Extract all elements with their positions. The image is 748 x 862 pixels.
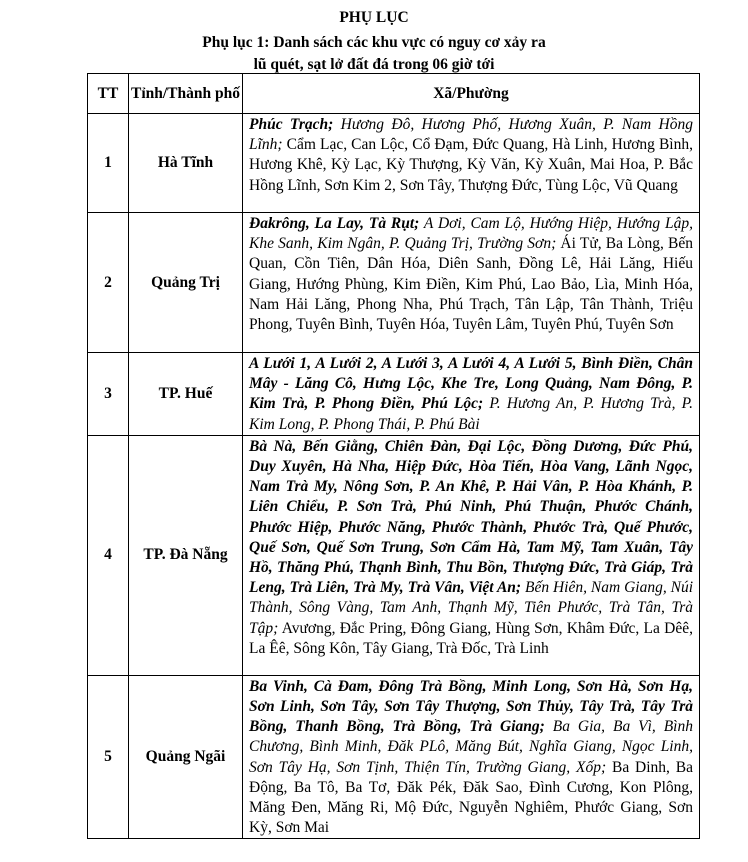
province-name: TP. Đà Nẵng: [129, 435, 243, 675]
header-wards: Xã/Phường: [243, 74, 700, 114]
province-name: Quảng Trị: [129, 213, 243, 353]
row-number: 4: [88, 435, 129, 675]
table-row: [88, 353, 700, 436]
ward-list: [243, 675, 700, 839]
ward-list: [243, 353, 700, 436]
subtitle-line-1: Phụ lục 1: Danh sách các khu vực có nguy cơ xảy ra: [202, 34, 546, 51]
table-row: [88, 114, 700, 213]
province-name: Quảng Ngãi: [129, 675, 243, 839]
high-risk-wards: A Dơi, Cam Lộ, Hướng Hiệp, Hướng Lập, Khe Sanh, Kim Ngân, P. Quảng Trị, Trường Sơn;: [249, 215, 694, 253]
row-number: 3: [88, 353, 129, 436]
risk-wards: Avương, Đắc Pring, Đông Giang, Hùng Sơn, Khâm Đức, La Dêê, La Êê, Sông Kôn, Tây Giang, Trà Đốc, Trà Linh: [249, 619, 693, 657]
very-high-risk-wards: Ba Vinh, Cà Đam, Đông Trà Bồng, Minh Long, Sơn Hà, Sơn Hạ, Sơn Linh, Sơn Tây, Sơn Tây Thượng, Sơn Thủy, Tây Trà, Tây Trà Bồng, Thanh Bồng, Trà Bồng, Trà Giang;: [249, 677, 693, 736]
risk-wards: Cẩm Lạc, Can Lộc, Cổ Đạm, Đức Quang, Hà Linh, Hương Bình, Hương Khê, Kỳ Lạc, Kỳ Thượng, Kỳ Văn, Kỳ Xuân, Mai Hoa, P. Bắc Hồng Lĩnh, Sơn Kim 2, Sơn Tây, Thượng Đức, Tùng Lộc, Vũ Quang: [249, 136, 693, 194]
high-risk-wards: Ba Gia, Ba Vì, Bình Chương, Bình Minh, Đăk PLô, Măng Bút, Nghĩa Giang, Ngọc Linh, Sơn Tây Hạ, Sơn Tịnh, Thiện Tín, Trường Giang, Xốp;: [249, 718, 693, 776]
header-province: Tỉnh/Thành phố: [129, 74, 243, 114]
table-header-row: [88, 74, 700, 114]
very-high-risk-wards: Đakrông, La Lay, Tà Rụt;: [249, 215, 420, 232]
ward-list: [243, 213, 700, 353]
page-heading: PHỤ LỤC: [339, 9, 409, 26]
province-name: Hà Tĩnh: [129, 114, 243, 213]
header-tt: TT: [88, 74, 129, 114]
risk-wards: Ba Dinh, Ba Động, Ba Tô, Ba Tơ, Đăk Pék, Đăk Sao, Đình Cương, Kon Plông, Măng Đen, Măng Ri, Mộ Đức, Nguyễn Nghiêm, Phước Giang, Sơn Kỳ, Sơn Mai: [249, 758, 693, 837]
ward-list: [243, 435, 700, 675]
very-high-risk-wards: A Lưới 1, A Lưới 2, A Lưới 3, A Lưới 4, A Lưới 5, Bình Điền, Chân Mây - Lăng Cô, Hưng Lộc, Khe Tre, Long Quảng, Nam Đông, P. Kim Trà, P. Phong Điền, Phú Lộc;: [249, 355, 693, 413]
ward-list: [243, 114, 700, 213]
row-number: 1: [88, 114, 129, 213]
very-high-risk-wards: Bà Nà, Bến Giằng, Chiên Đàn, Đại Lộc, Đồng Dương, Đức Phú, Duy Xuyên, Hà Nha, Hiệp Đức, Hòa Tiến, Hòa Vang, Lãnh Ngọc, Nam Trà My, Nông Sơn, P. An Khê, P. Hải Vân, P. Hòa Khánh, P. Liên Chiểu, P. Sơn Trà, Phú Ninh, Phú Thuận, Phước Chánh, Phước Hiệp, Phước Năng, Phước Thành, Phước Trà, Quế Phước, Quế Sơn, Quế Sơn Trung, Sơn Cẩm Hà, Tam Mỹ, Tam Xuân, Tây Hồ, Thăng Phú, Thạnh Bình, Thu Bồn, Thượng Đức, Trà Giáp, Trà Leng, Trà Liên, Trà My, Trà Vân, Việt An;: [249, 437, 693, 597]
high-risk-wards: Hương Đô, Hương Phố, Hương Xuân, P. Nam Hồng Lĩnh;: [249, 116, 693, 154]
province-name: TP. Huế: [129, 353, 243, 436]
table-row: [88, 213, 700, 353]
subtitle-line-2: lũ quét, sạt lở đất đá trong 06 giờ tới: [253, 56, 495, 73]
row-number: 2: [88, 213, 129, 353]
high-risk-wards: P. Hương An, P. Hương Trà, P. Kim Long, P. Phong Thái, P. Phú Bài: [249, 395, 693, 433]
table-row: [88, 435, 700, 675]
table-row: [88, 675, 700, 839]
very-high-risk-wards: Phúc Trạch;: [249, 116, 334, 133]
risk-wards: Ái Tử, Ba Lòng, Bến Quan, Cồn Tiên, Dân Hóa, Diên Sanh, Đồng Lê, Hải Lăng, Hiếu Giang, Hướng Phùng, Kim Điền, Kim Phú, Lao Bảo, Lìa, Minh Hóa, Nam Hải Lăng, Phong Nha, Phú Trạch, Tân Lập, Tân Thành, Triệu Phong, Tuyên Bình, Tuyên Hóa, Tuyên Lâm, Tuyên Phú, Tuyên Sơn: [249, 235, 693, 334]
row-number: 5: [88, 675, 129, 839]
high-risk-wards: Bến Hiên, Nam Giang, Núi Thành, Sông Vàng, Tam Anh, Thạnh Mỹ, Tiên Phước, Trà Tân, Trà Tập;: [249, 579, 694, 637]
risk-area-table: [87, 73, 700, 839]
